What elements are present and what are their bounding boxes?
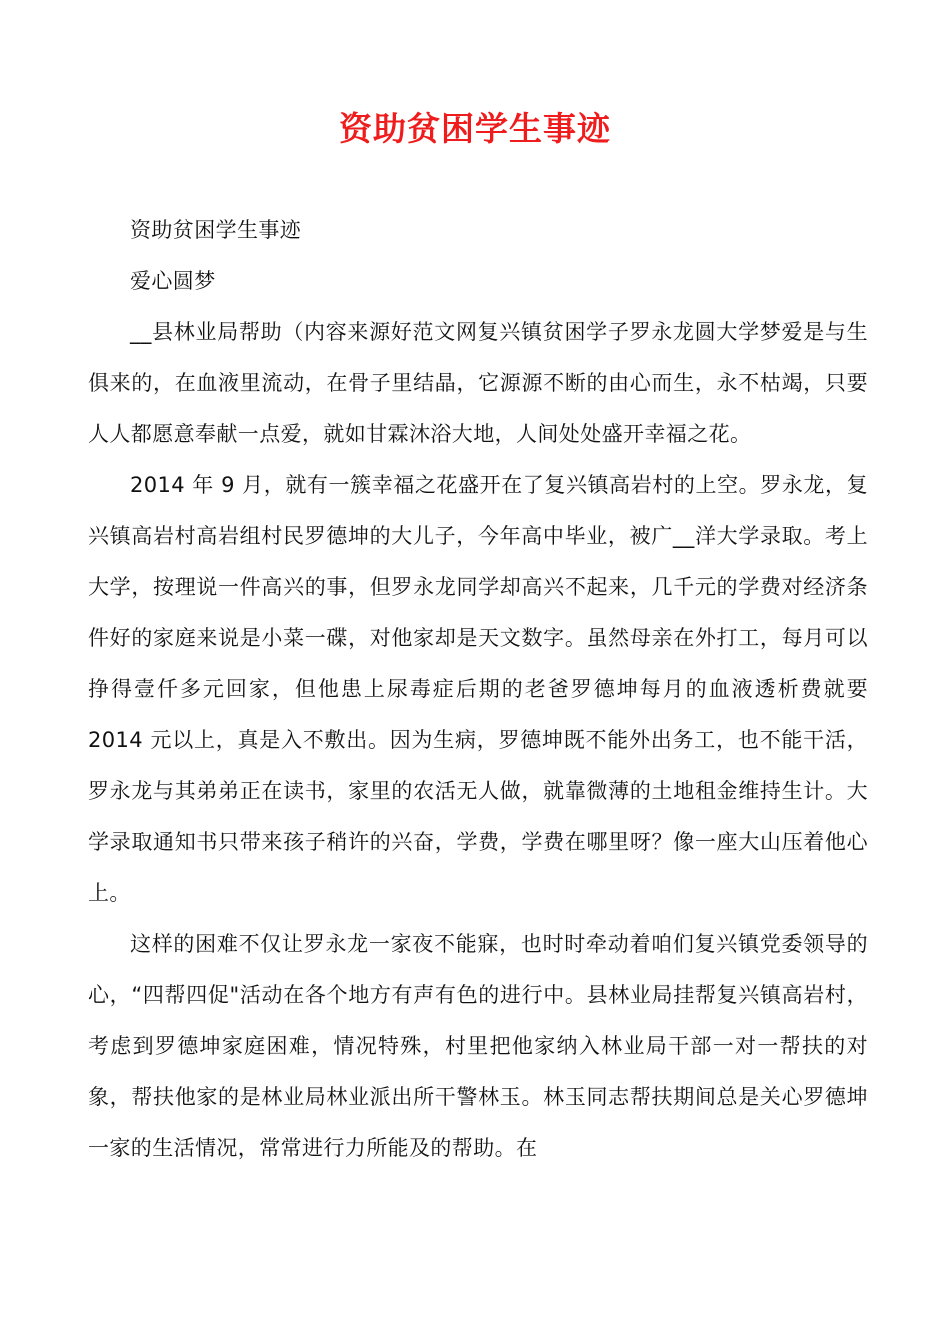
paragraph-heading: 资助贫困学生事迹: [130, 218, 302, 242]
paragraph-help: 这样的困难不仅让罗永龙一家夜不能寐，也时时牵动着咱们复兴镇党委领导的心，“四帮四促"活动在各个地方有声有色的进行中。县林业局挂帮复兴镇高岩村，考虑到罗德坤家庭困难，情况特殊，村里把他家纳入林业局干部一对一帮扶的对象，帮扶他家的是林业局林业派出所干警林玉。林玉同志帮扶期间总是关心罗德坤一家的生活情况，常常进行力所能及的帮助。在: [88, 932, 868, 1160]
document-title: 资助贫困学生事迹: [339, 109, 611, 148]
paragraph-story: 2014 年 9 月，就有一簇幸福之花盛开在了复兴镇高岩村的上空。罗永龙，复兴镇高岩村高岩组村民罗德坤的大儿子，今年高中毕业，被广__洋大学录取。考上大学，按理说一件高兴的事，但罗永龙同学却高兴不起来，几千元的学费对经济条件好的家庭来说是小菜一碟，对他家却是天文数字。虽然母亲在外打工，每月可以挣得壹仟多元回家，但他患上尿毒症后期的老爸罗德坤每月的血液透析费就要 2014 元以上，真是入不敷出。因为生病，罗德坤既不能外出务工，也不能干活，罗永龙与其弟弟正在读书，家里的农活无人做，就靠微薄的土地租金维持生计。大学录取通知书只带来孩子稍许的兴奋，学费，学费在哪里呀？像一座大山压着他心上。: [88, 473, 868, 905]
paragraph-subheading: 爱心圆梦: [130, 269, 216, 293]
document-body: [88, 205, 868, 1174]
paragraph-intro: __县林业局帮助（内容来源好范文网复兴镇贫困学子罗永龙圆大学梦爱是与生俱来的，在血液里流动，在骨子里结晶，它源源不断的由心而生，永不枯竭，只要人人都愿意奉献一点爱，就如甘霖沐浴大地，人间处处盛开幸福之花。: [88, 320, 868, 446]
